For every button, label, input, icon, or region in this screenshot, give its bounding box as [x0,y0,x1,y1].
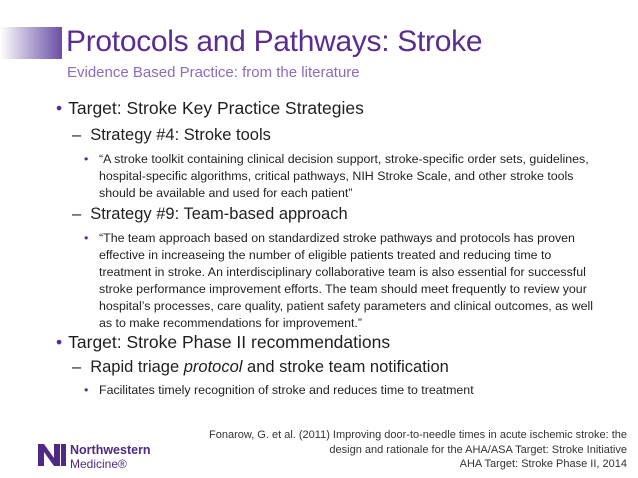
bullet-dash: – [72,126,82,144]
bullet-dash: – [72,358,82,376]
bullet-dot: • [56,98,63,118]
subbullet-strategy-4 [72,126,271,145]
bullet-dot: • [84,231,89,245]
quote-strategy-4 [84,151,594,202]
logo-wordmark-line1: Northwestern [70,443,151,457]
slide-subtitle: Evidence Based Practice: from the literature [67,64,360,81]
subbullet-rapid-triage [72,358,449,377]
citation-line: design and rationale for the AHA/ASA Target: Stroke Initiative [329,443,627,456]
northwestern-n-logo-icon [38,443,66,467]
bullet-dot: • [56,332,63,352]
bullet-text: Facilitates timely recognition of stroke and reduces time to treatment [99,383,474,397]
citation-line: AHA Target: Stroke Phase II, 2014 [459,458,627,471]
title-accent-bar [0,27,62,59]
bullet-text-start: Rapid triage [90,358,184,376]
bullet-text: Strategy #9: Team-based approach [90,205,348,223]
bullet-target-phase-2 [56,332,390,353]
slide-title: Protocols and Pathways: Stroke [66,25,483,58]
bullet-target-key-strategies [56,98,364,119]
subbullet-facilitates [84,382,594,399]
bullet-dash: – [72,205,82,223]
quote-strategy-9 [84,230,594,331]
citation-block [209,428,627,472]
logo-wordmark-line2: Medicine® [70,457,127,471]
subbullet-strategy-9 [72,205,348,224]
quote-text: “The team approach based on standardized stroke pathways and protocols has proven effective in increaseing the number of eligible patients treated and reducing time to treatment in stroke. An interdisciplinary collaborative team is also essential for successful stroke performance improvement efforts. The team should meet frequently to review your hospital’s processes, care quality, patient safety parameters and clinical outcomes, as well as to make recommendations for improvement.” [99,231,594,330]
bullet-dot: • [84,383,89,397]
citation-line: Fonarow, G. et al. (2011) Improving door-to-needle times in acute ischemic stroke: the [209,429,627,441]
bullet-text: Target: Stroke Phase II recommendations [68,332,391,352]
bullet-text-emphasis: protocol [183,358,243,376]
bullet-text: Target: Stroke Key Practice Strategies [68,98,364,118]
bullet-dot: • [84,152,89,166]
quote-text: “A stroke toolkit containing clinical decision support, stroke-specific order sets, guidelines, hospital-specific algorithms, critical pathways, NIH Stroke Scale, and other stroke tools should be available and used for each patient” [99,152,589,200]
bullet-text-end: and stroke team notification [242,358,449,376]
bullet-text: Strategy #4: Stroke tools [90,126,271,144]
